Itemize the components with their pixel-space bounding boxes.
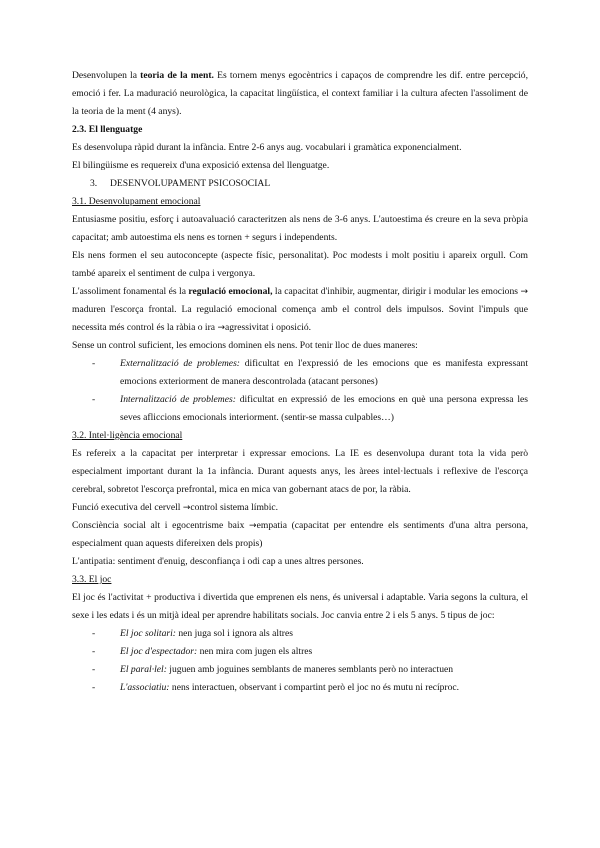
list-text: juguen amb joguines semblants de maneres semblants però no interactuen <box>166 664 454 675</box>
arrow-right-icon: → <box>182 503 191 513</box>
paragraph-self-concept: Els nens formen el seu autoconcepte (aspecte físic, personalitat). Poc modests i molt positiu i apareix orgull. Com també apareix el sentiment de culpa i vergonya. <box>72 250 528 279</box>
section-title: DESENVOLUPAMENT PSICOSOCIAL <box>110 178 271 189</box>
text: Consciència social alt i egocentrisme baix <box>72 520 250 531</box>
dash-bullet: - <box>92 358 96 369</box>
heading-3-1: 3.1. Desenvolupament emocional <box>72 196 201 207</box>
bold-term: teoria de la ment. <box>140 70 214 81</box>
list-term: Externalització de problemes: <box>120 358 240 369</box>
text: L'assoliment fonamental és la <box>72 286 189 297</box>
arrow-right-icon: → <box>217 323 225 333</box>
text: la capacitat d'inhibir, augmentar, dirigir i modular les emocions <box>272 286 521 297</box>
paragraph-control: Sense un control suficient, les emocions dominen els nens. Pot tenir lloc de dues maneres: <box>72 340 418 351</box>
text: maduren l'escorça frontal. La regulació emocional comença amb el control dels impulsos. Sovint l'impuls que necessita més control és la ràbia o ira <box>72 304 528 333</box>
paragraph-emotional-regulation <box>72 283 528 337</box>
list-term: Internalització de problemes: <box>120 394 236 405</box>
paragraph-self-esteem: Entusiasme positiu, esforç i autoavaluació caracteritzen als nens de 3-6 anys. L'autoestima és creure en la seva pròpia capacitat; amb autoestima els nens es tornen + segurs i independents. <box>72 214 528 243</box>
list-term: L'associatiu: <box>120 682 170 693</box>
paragraph-language-1: Es desenvolupa ràpid durant la infància. Entre 2-6 anys aug. vocabulari i gramàtica exponencialment. <box>72 142 462 153</box>
list-text: nens interactuen, observant i compartint però el joc no és mutu ni recíproc. <box>169 682 460 693</box>
list-text: nen juga sol i ignora als altres <box>175 628 293 639</box>
document-body <box>72 67 528 697</box>
list-item <box>72 661 528 679</box>
list-term: El joc d'espectador: <box>120 646 198 657</box>
text: Es tornem menys egocèntrics i capaços de comprendre les dif. entre percepció, emoció i fer. La maduració neurològica, la capacitat lingüística, el context familiar i la cultura afecten l'assoliment de la teoria de la ment (4 anys). <box>72 70 529 117</box>
list-text: dificultat en expressió de les emocions en què una persona expressa les seves afliccions emocionals interiorment. (sentir-se massa culpables…) <box>120 394 528 423</box>
text: empatia (capacitat per entendre els sentiments d'una altra persona, especialment quan aquests difereixen dels propis) <box>72 520 529 549</box>
list-text: nen mira com jugen els altres <box>197 646 313 657</box>
dash-bullet: - <box>92 646 96 657</box>
dash-bullet: - <box>92 628 96 639</box>
text: agressivitat i oposició. <box>225 322 312 333</box>
paragraph-language-2: El bilingüisme es requereix d'una exposició extensa del llenguatge. <box>72 160 330 171</box>
play-types-list <box>72 625 528 697</box>
list-item <box>72 391 528 427</box>
list-text: dificultat en l'expressió de les emocions que es manifesta expressant emocions exteriorment de manera descontrolada (atacant persones) <box>120 358 528 387</box>
heading-3-3: 3.3. El joc <box>72 574 112 585</box>
text: control sistema límbic. <box>190 502 279 513</box>
text: Funció executiva del cervell <box>72 502 183 513</box>
dash-bullet: - <box>92 664 96 675</box>
bold-term: regulació emocional, <box>188 286 273 297</box>
problems-list <box>72 355 528 427</box>
list-item <box>72 625 528 643</box>
text: Desenvolupen la <box>72 70 141 81</box>
section-number: 3. <box>90 178 98 189</box>
heading-3-2: 3.2. Intel·ligència emocional <box>72 430 183 441</box>
paragraph-antipathy: L'antipatia: sentiment d'enuig, desconfiança i odi cap a unes altres persones. <box>72 556 364 567</box>
list-term: El joc solitari: <box>120 628 176 639</box>
dash-bullet: - <box>92 394 96 405</box>
arrow-right-icon: → <box>249 521 257 531</box>
paragraph-theory-of-mind <box>72 67 528 121</box>
arrow-right-icon: → <box>520 287 528 297</box>
list-term: El paral·lel: <box>120 664 167 675</box>
heading-2-3: 2.3. El llenguatge <box>72 124 143 135</box>
paragraph-executive-function <box>72 499 528 517</box>
paragraph-empathy <box>72 517 528 553</box>
section-3-heading <box>72 175 528 193</box>
dash-bullet: - <box>92 682 96 693</box>
list-item <box>72 679 528 697</box>
paragraph-play: El joc és l'activitat + productiva i divertida que emprenen els nens, és universal i adaptable. Varia segons la cultura, el sexe i les edats i és un mitjà ideal per aprendre habilitats socials. Joc canvia entre 2 i els 5 anys. 5 tipus de joc: <box>72 592 528 621</box>
list-item <box>72 643 528 661</box>
paragraph-emotional-intelligence: Es refereix a la capacitat per interpretar i expressar emocions. La IE es desenvolupa durant tota la vida però especialment important durant la 1a infància. Durant aquests anys, les àrees intel·lectuals i reflexive de l'escorça cerebral, sobretot l'escorça prefrontal, mica en mica van gobernant atacs de por, la ràbia. <box>72 448 528 495</box>
list-item <box>72 355 528 391</box>
